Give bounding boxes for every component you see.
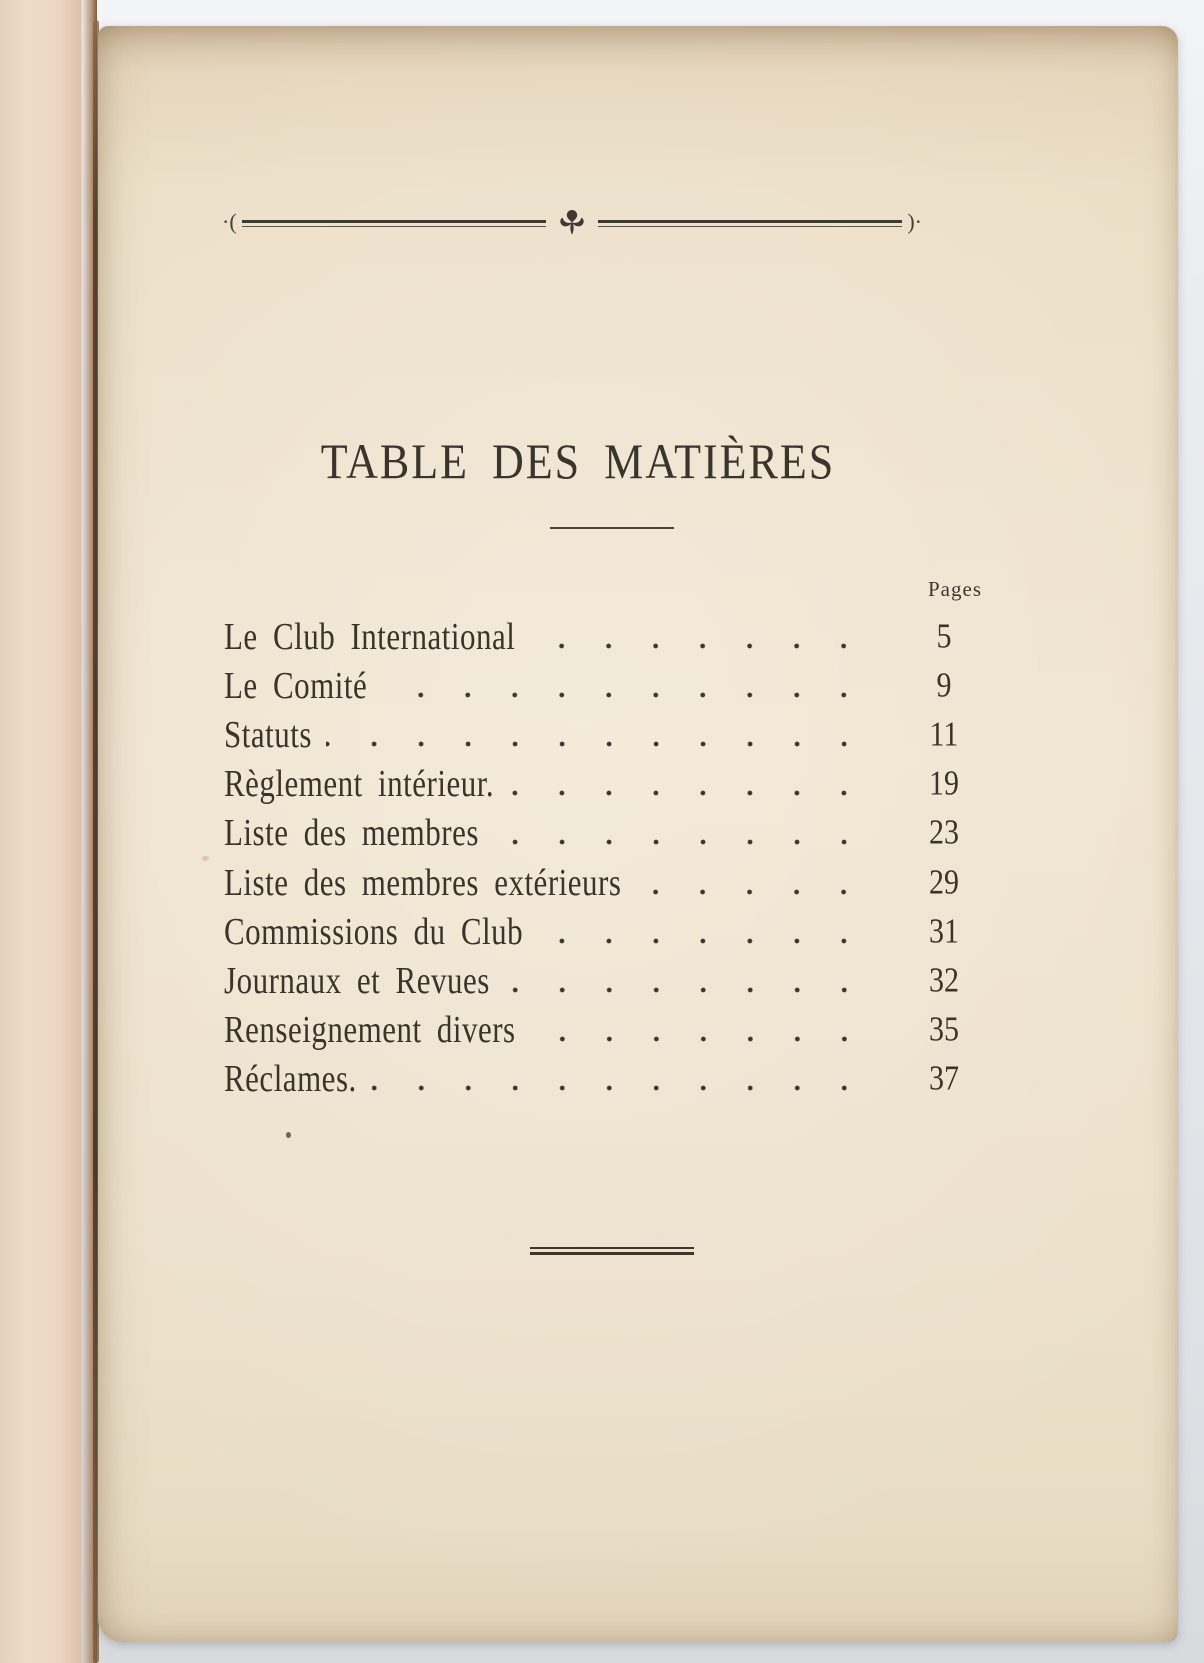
toc-page-number: 32 <box>929 960 959 1000</box>
toc-entry-label: Journaux et Revues <box>224 959 490 1002</box>
dot-leader <box>537 937 888 945</box>
toc-page-number: 9 <box>936 665 952 705</box>
dot-leader <box>381 691 888 699</box>
toc-row <box>224 907 994 956</box>
end-rule <box>530 1247 694 1255</box>
toc-entry-label: Statuts <box>224 713 312 756</box>
dot-leader <box>493 838 888 846</box>
left-page-edge <box>0 0 97 1663</box>
toc-page-number: 5 <box>936 616 952 656</box>
toc-row <box>224 858 994 907</box>
dot-leader <box>635 888 888 896</box>
toc-entry-label: Commissions du Club <box>224 909 524 953</box>
toc-entry-label: Le Club International <box>224 614 516 658</box>
toc-page-number: 31 <box>929 911 959 951</box>
toc-row <box>224 1055 994 1104</box>
toc-row <box>224 612 994 661</box>
toc-page-number: 29 <box>929 862 959 902</box>
pages-column-header: Pages <box>928 577 982 601</box>
dot-leader <box>508 789 888 797</box>
toc-entry-label: Liste des membres extérieurs <box>224 860 622 904</box>
toc-page-number: 23 <box>929 813 959 853</box>
rule-end-cap-left: ·( <box>222 209 237 234</box>
table-of-contents <box>224 612 994 1104</box>
ornamental-head-rule <box>222 208 922 238</box>
toc-row <box>224 661 994 710</box>
toc-entry-label: Règlement intérieur. <box>224 762 495 805</box>
toc-row <box>224 710 994 759</box>
rule-bar-left <box>242 220 546 227</box>
toc-entry-label: Liste des membres <box>224 811 479 855</box>
rule-bar-right <box>598 220 902 227</box>
dot-leader <box>371 1084 888 1092</box>
toc-row <box>224 809 994 858</box>
fleuron-icon <box>553 209 591 237</box>
toc-row <box>224 956 994 1005</box>
dot-leader <box>530 1035 888 1043</box>
toc-page-number: 37 <box>929 1059 959 1099</box>
paper-blemish <box>202 856 209 861</box>
toc-entry-label: Réclames. <box>224 1057 357 1101</box>
toc-page-number: 11 <box>929 714 959 754</box>
dot-leader <box>504 986 888 994</box>
dot-leader <box>529 642 888 650</box>
toc-row <box>224 760 994 809</box>
toc-entry-label: Renseignement divers <box>224 1008 516 1051</box>
page-title: TABLE DES MATIÈRES <box>320 434 836 489</box>
toc-row <box>224 1006 994 1055</box>
toc-page-number: 19 <box>929 764 959 804</box>
book-page <box>98 26 1178 1642</box>
rule-end-cap-right: )· <box>907 209 922 234</box>
dot-leader <box>326 740 888 748</box>
toc-page-number: 35 <box>929 1010 959 1050</box>
toc-entry-label: Le Comité <box>224 663 368 707</box>
ink-speck <box>286 1132 291 1138</box>
title-rule <box>550 527 674 529</box>
